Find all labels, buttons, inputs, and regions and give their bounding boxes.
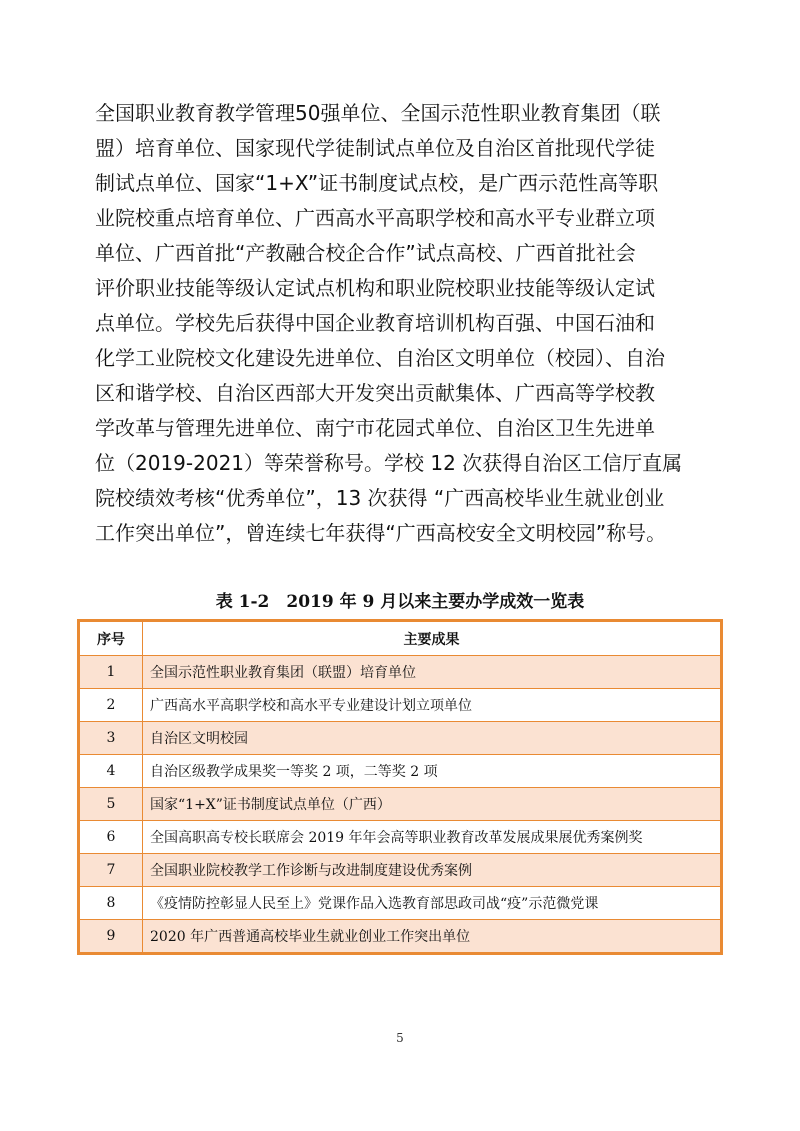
row-result: 全国高职高专校长联席会 2019 年年会高等职业教育改革发展成果展优秀案例奖 [143,821,722,854]
row-index: 5 [79,788,143,821]
row-result: 2020 年广西普通高校毕业生就业创业工作突出单位 [143,920,722,954]
paragraph-line: 学改革与管理先进单位、南宁市花园式单位、自治区卫生先进单 [95,416,655,440]
row-result: 自治区级教学成果奖一等奖 2 项，二等奖 2 项 [143,755,722,788]
paragraph-line: 盟）培育单位、国家现代学徒制试点单位及自治区首批现代学徒 [95,136,655,160]
paragraph-line: 点单位。学校先后获得中国企业教育培训机构百强、中国石油和 [95,311,655,335]
table-row [79,722,722,755]
table-row [79,821,722,854]
table-header-row [79,621,722,656]
row-result: 《疫情防控彰显人民至上》党课作品入选教育部思政司战“疫”示范微党课 [143,887,722,920]
paragraph-line: 全国职业教育教学管理50强单位、全国示范性职业教育集团（联 [95,101,661,125]
paragraph-line: 工作突出单位”，曾连续七年获得“广西高校安全文明校园”称号。 [95,521,667,545]
page-number: 5 [396,1031,404,1045]
row-result: 全国示范性职业教育集团（联盟）培育单位 [143,656,722,689]
header-index: 序号 [79,621,143,656]
row-index: 7 [79,854,143,887]
paragraph-line: 位（2019-2021）等荣誉称号。学校 12 次获得自治区工信厅直属 [95,451,683,475]
table-row [79,788,722,821]
results-table [77,619,723,955]
row-result: 全国职业院校教学工作诊断与改进制度建设优秀案例 [143,854,722,887]
row-index: 2 [79,689,143,722]
row-index: 1 [79,656,143,689]
row-index: 6 [79,821,143,854]
table-row [79,689,722,722]
row-index: 9 [79,920,143,954]
paragraph-line: 评价职业技能等级认定试点机构和职业院校职业技能等级认定试 [95,276,655,300]
table-row [79,887,722,920]
paragraph-line: 单位、广西首批“产教融合校企合作”试点高校、广西首批社会 [95,241,636,265]
table-row [79,920,722,954]
row-index: 4 [79,755,143,788]
table-caption: 表 1-2 2019 年 9 月以来主要办学成效一览表 [215,592,585,612]
paragraph-line: 化学工业院校文化建设先进单位、自治区文明单位（校园）、自治 [95,346,665,370]
paragraph-line: 制试点单位、国家“1+X”证书制度试点校，是广西示范性高等职 [95,171,659,195]
table-row [79,755,722,788]
table-row [79,656,722,689]
paragraph-line: 业院校重点培育单位、广西高水平高职学校和高水平专业群立项 [95,206,655,230]
row-result: 国家“1+X”证书制度试点单位（广西） [143,788,722,821]
body-paragraph [95,96,707,551]
table-row [79,854,722,887]
row-result: 广西高水平高职学校和高水平专业建设计划立项单位 [143,689,722,722]
row-index: 8 [79,887,143,920]
paragraph-line: 院校绩效考核“优秀单位”，13 次获得 “广西高校毕业生就业创业 [95,486,665,510]
row-index: 3 [79,722,143,755]
row-result: 自治区文明校园 [143,722,722,755]
header-result: 主要成果 [143,621,722,656]
paragraph-line: 区和谐学校、自治区西部大开发突出贡献集体、广西高等学校教 [95,381,655,405]
